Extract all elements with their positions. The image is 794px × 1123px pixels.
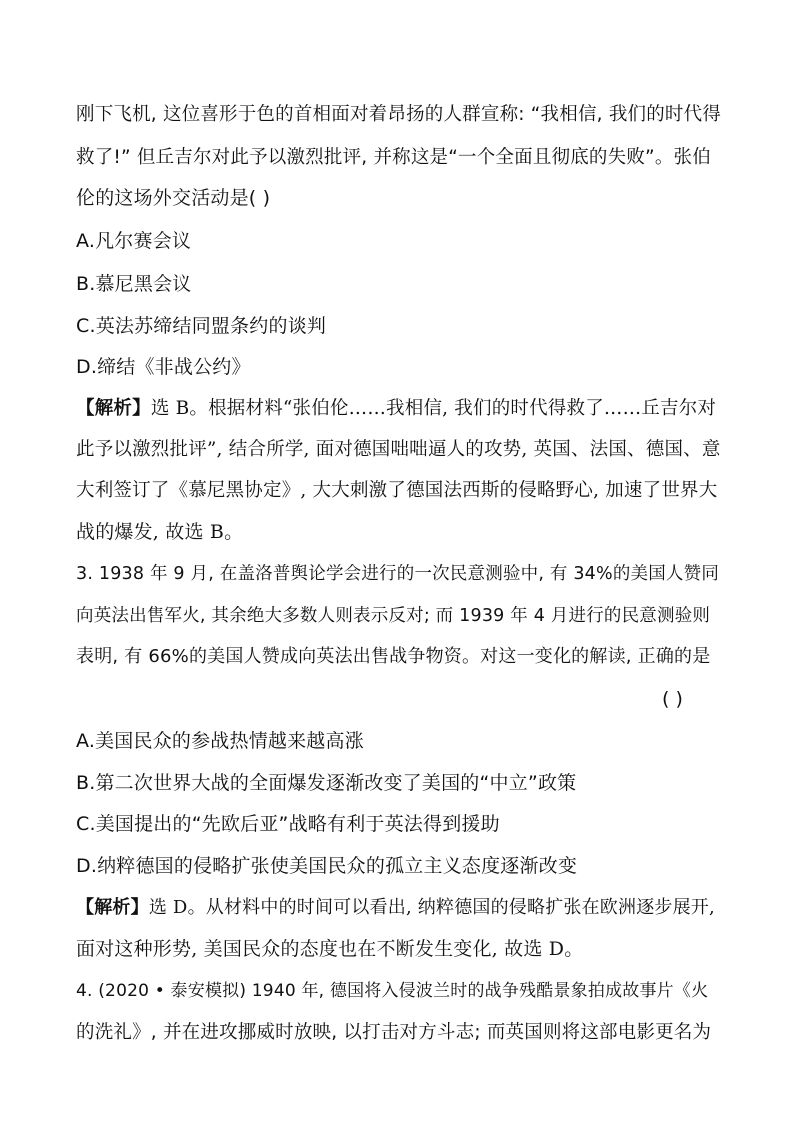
q2-analysis-line-1 — [76, 397, 716, 421]
q2-option-b: B.慕尼黑会议 — [76, 273, 192, 295]
q3-analysis-line-2: 面对这种形势, 美国民众的态度也在不断发生变化, 故选 D。 — [76, 938, 584, 960]
q3-analysis-text-1: 选 D。从材料中的时间可以看出, 纳粹德国的侵略扩张在欧洲逐步展开, — [148, 897, 715, 918]
q3-option-d: D.纳粹德国的侵略扩张使美国民众的孤立主义态度逐渐改变 — [76, 855, 578, 877]
q4-stem-line-2: 的洗礼》, 并在进攻挪威时放映, 以打击对方斗志; 而英国则将这部电影更名为 — [76, 1022, 712, 1043]
q2-stem-line-2: 救了!” 但丘吉尔对此予以激烈批评, 并称这是“一个全面且彻底的失败”。张伯 — [76, 147, 711, 168]
q2-option-a: A.凡尔赛会议 — [76, 230, 192, 252]
q3-answer-bracket: ( ) — [662, 688, 683, 710]
q3-option-b: B.第二次世界大战的全面爆发逐渐改变了美国的“中立”政策 — [76, 772, 577, 794]
q3-analysis-tag: 【解析】 — [76, 897, 149, 918]
q2-option-d: D.缔结《非战公约》 — [76, 356, 251, 378]
q3-stem-line-2: 向英法出售军火, 其余绝大多数人则表示反对; 而 1939 年 4 月进行的民意测验则 — [76, 606, 711, 626]
q2-analysis-line-2: 此予以激烈批评”, 结合所学, 面对德国咄咄逼人的攻势, 英国、法国、德国、意 — [76, 439, 721, 460]
q2-option-c: C.英法苏缔结同盟条约的谈判 — [76, 315, 327, 337]
q3-stem-line-1: 3. 1938 年 9 月, 在盖洛普舆论学会进行的一次民意测验中, 有 34%的美国人赞同 — [76, 564, 720, 584]
q2-analysis-text-1: 选 B。根据材料“张伯伦……我相信, 我们的时代得救了……丘吉尔对 — [150, 398, 717, 419]
q2-stem-line-1: 刚下飞机, 这位喜形于色的首相面对着昂扬的人群宣称: “我相信, 我们的时代得 — [76, 104, 722, 125]
q2-stem-line-3: 伦的这场外交活动是( ) — [76, 187, 271, 209]
q2-analysis-line-3: 大利签订了《慕尼黑协定》, 大大刺激了德国法西斯的侵略野心, 加速了世界大 — [76, 480, 718, 501]
q4-stem-line-1: 4. (2020 • 泰安模拟) 1940 年, 德国将入侵波兰时的战争残酷景象拍成故事片《火 — [76, 981, 709, 1001]
q2-analysis-line-4: 战的爆发, 故选 B。 — [76, 521, 244, 543]
q3-option-a: A.美国民众的参战热情越来越高涨 — [76, 730, 364, 752]
q3-analysis-line-1 — [76, 896, 715, 920]
q2-analysis-tag: 【解析】 — [76, 398, 151, 419]
q3-option-c: C.美国提出的“先欧后亚”战略有利于英法得到援助 — [76, 813, 500, 835]
q3-stem-line-3: 表明, 有 66%的美国人赞成向英法出售战争物资。对这一变化的解读, 正确的是 — [76, 646, 711, 667]
